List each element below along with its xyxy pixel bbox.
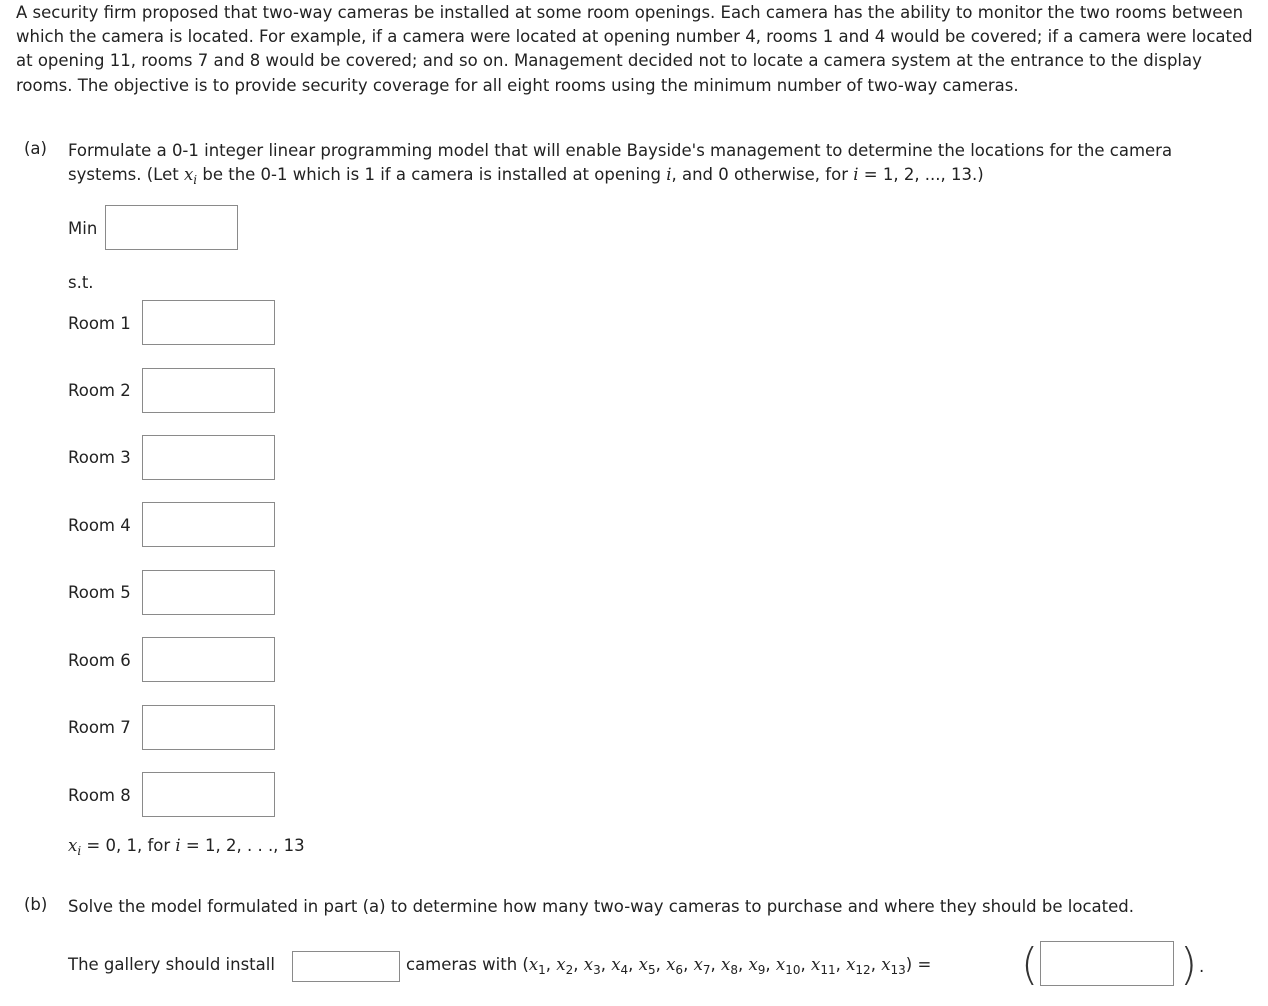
vec-x1: x [528, 955, 539, 974]
vec-x3-sub: 3 [593, 963, 601, 977]
room-4-label: Room 4 [68, 516, 131, 535]
domain-index-i: i [175, 836, 181, 855]
objective-input[interactable] [105, 205, 238, 250]
vec-x10-sub: 10 [785, 963, 801, 977]
room-6-constraint-input[interactable] [142, 637, 275, 682]
problem-intro: A security firm proposed that two-way cameras be installed at some room openings. Each camera has the ability to monitor the two rooms between which the camera is located. For example, if a camera were located at opening number 4, rooms 1 and 4 would be covered; if a camera were located at opening 11, rooms 7 and 8 would be covered; and so on. Management decided not to locate a camera system at the entrance to the display rooms. The objective is to provide security coverage for all eight rooms using the minimum number of two-way cameras. [16, 3, 1253, 95]
room-5-constraint-input[interactable] [142, 570, 275, 615]
room-3-constraint-input[interactable] [142, 435, 275, 480]
vec-x4-sub: 4 [620, 963, 629, 977]
var-x: x [183, 165, 194, 185]
vec-x6-sub: 6 [675, 963, 684, 977]
vec-x13-sub: 13 [890, 963, 906, 977]
room-1-constraint-input[interactable] [142, 300, 275, 345]
index-i: i [666, 165, 672, 185]
room-3-label: Room 3 [68, 448, 131, 467]
vec-x4: x [611, 955, 621, 974]
solution-vector-input[interactable] [1040, 941, 1174, 986]
room-8-label: Room 8 [68, 786, 131, 805]
var-x-sub: i [193, 173, 198, 188]
room-2-constraint-input[interactable] [142, 368, 275, 413]
part-a-text-4: = 1, 2, ..., 13.) [858, 165, 984, 185]
vec-x12-sub: 12 [855, 963, 871, 977]
part-b-label: (b) [24, 895, 48, 914]
room-1-label: Room 1 [68, 314, 131, 333]
vec-x6: x [666, 955, 676, 974]
st-label: s.t. [68, 273, 94, 292]
variable-domain [68, 836, 305, 858]
room-4-constraint-input[interactable] [142, 502, 275, 547]
room-7-constraint-input[interactable] [142, 705, 275, 750]
room-8-constraint-input[interactable] [142, 772, 275, 817]
part-a-text-1: Formulate a 0-1 integer linear programming model that will enable Bayside's management to determine the locations for the camera systems. (Let [68, 141, 1173, 185]
vec-x12: x [846, 955, 856, 974]
part-a-label: (a) [24, 139, 47, 158]
open-paren: ( [1021, 939, 1039, 990]
vec-x8-sub: 8 [730, 963, 738, 977]
vec-x8: x [721, 955, 731, 974]
room-7-label: Room 7 [68, 718, 131, 737]
equals-text: ) = [905, 955, 932, 974]
part-a-text-2: be the 0-1 which is 1 if a camera is installed at opening [197, 165, 667, 185]
vec-x2-sub: 2 [565, 963, 574, 977]
vec-x11: x [811, 955, 821, 974]
room-2-label: Room 2 [68, 381, 131, 400]
vec-x11-sub: 11 [820, 963, 836, 977]
part-a-text-3: , and 0 otherwise, for [671, 165, 854, 185]
vec-x5-sub: 5 [647, 963, 656, 977]
cameras-with-text: cameras with ( [406, 955, 529, 974]
vec-x9-sub: 9 [757, 963, 766, 977]
min-label: Min [68, 219, 98, 238]
vec-x5: x [638, 955, 648, 974]
domain-eq: = 0, 1, for [81, 836, 176, 855]
room-5-label: Room 5 [68, 583, 131, 602]
vector-expression: cameras with ($x_1$, $x_2$, $x_3$, $x_4$, $x_5$, $x_6$, $x_7$, $x_8$, $x_9$, $x_{10}$, $x_{11}$, $x_{12}$, $x_{13}$) = [406, 955, 932, 977]
vec-x3: x [583, 955, 594, 974]
part-a-instructions [68, 139, 1238, 187]
vec-x9: x [748, 955, 758, 974]
room-6-label: Room 6 [68, 651, 131, 670]
index-i-2: i [853, 165, 859, 185]
domain-var-x: x [68, 836, 78, 855]
part-b-instructions: Solve the model formulated in part (a) to determine how many two-way cameras to purchase and where they should be located. [68, 897, 1134, 916]
vec-x2: x [556, 955, 566, 974]
domain-range: = 1, 2, . . ., 13 [180, 836, 305, 855]
domain-var-x-sub: i [77, 844, 82, 858]
vec-x1-sub: 1 [538, 963, 546, 977]
install-prefix: The gallery should install [68, 955, 275, 974]
period: . [1199, 957, 1205, 976]
vec-x13: x [881, 955, 891, 974]
vec-x7-sub: 7 [702, 963, 711, 977]
vec-x7: x [693, 955, 703, 974]
camera-count-input[interactable] [292, 951, 400, 982]
vec-x10: x [775, 955, 786, 974]
close-paren: ) [1180, 939, 1198, 990]
